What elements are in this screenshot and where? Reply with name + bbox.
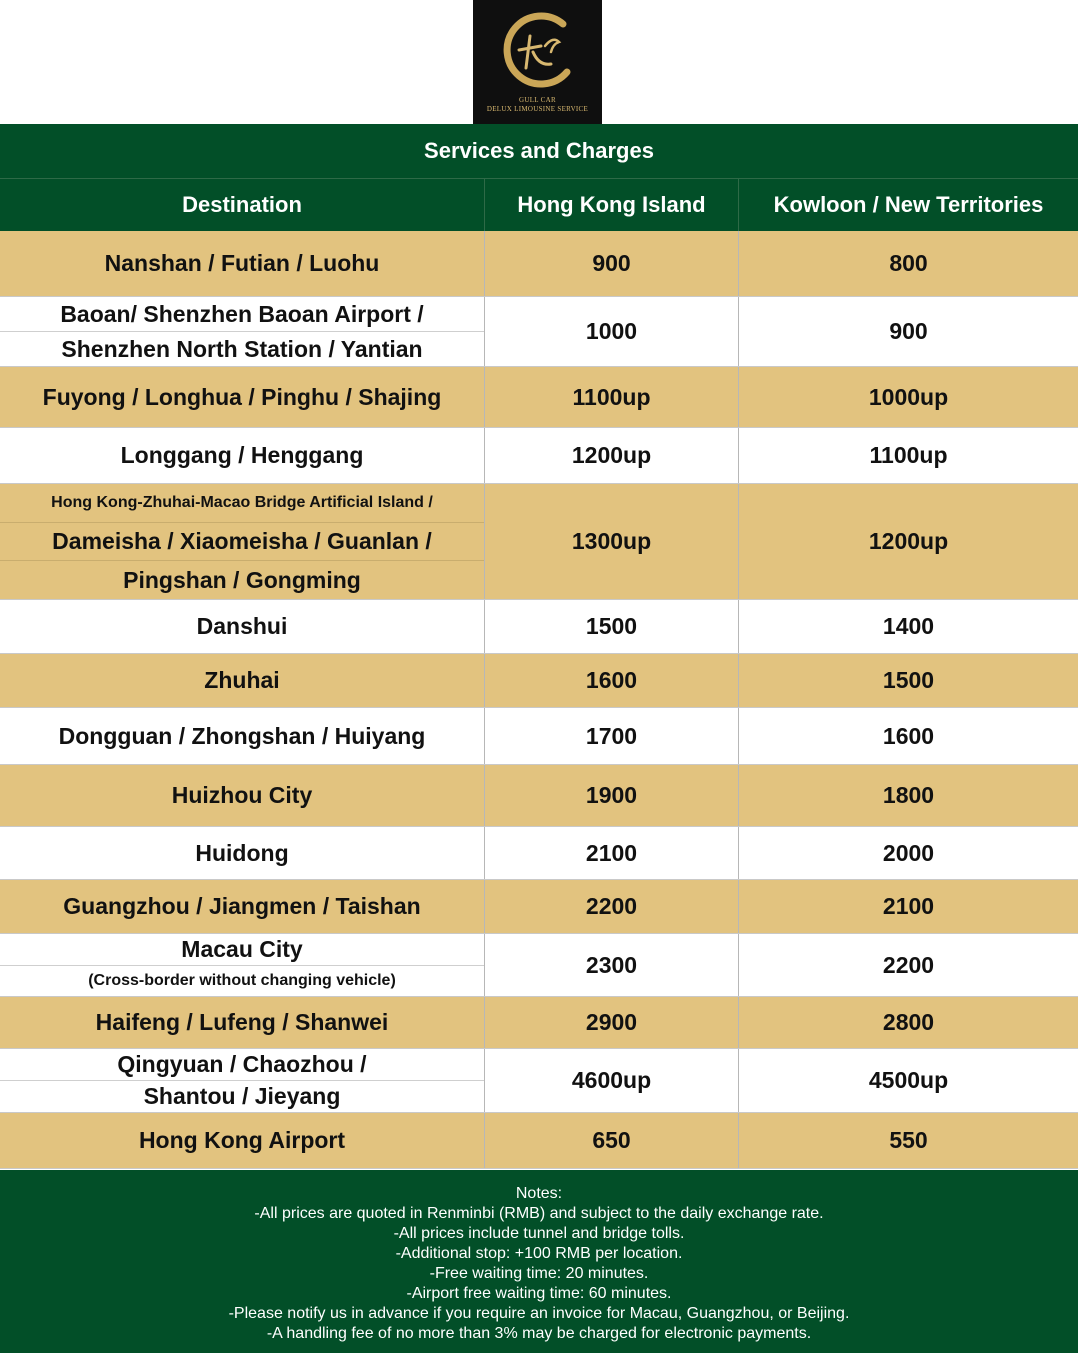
note-line: -Airport free waiting time: 60 minutes.: [406, 1285, 672, 1302]
destination-text: Hong Kong Airport: [138, 1127, 346, 1153]
price-kowloon-new-territories: 550: [738, 1113, 1078, 1168]
destination-cell: [0, 654, 484, 707]
table-row: [0, 484, 1078, 600]
price-hong-kong-island: 1700: [484, 708, 738, 764]
table-row: [0, 997, 1078, 1049]
destination-cell: [0, 367, 484, 427]
price-hong-kong-island: 1500: [484, 600, 738, 653]
price-kowloon-new-territories: 2000: [738, 827, 1078, 879]
table-row: [0, 1113, 1078, 1169]
logo-emblem-icon: [493, 6, 583, 96]
destination-text: Macau City: [181, 935, 303, 962]
price-hong-kong-island: 1200up: [484, 428, 738, 483]
destination-cell: [0, 934, 484, 996]
table-row: [0, 827, 1078, 880]
note-line: -Additional stop: +100 RMB per location.: [395, 1245, 683, 1262]
destination-cell: [0, 1113, 484, 1168]
price-hong-kong-island: 4600up: [484, 1049, 738, 1112]
destination-text: Shenzhen North Station / Yantian: [0, 331, 484, 366]
destination-text: Dameisha / Xiaomeisha / Guanlan /: [0, 522, 484, 561]
price-hong-kong-island: 1900: [484, 765, 738, 826]
price-hong-kong-island: 1000: [484, 297, 738, 366]
notes-heading: Notes:: [515, 1185, 563, 1202]
table-row: [0, 231, 1078, 297]
note-line: -Free waiting time: 20 minutes.: [429, 1265, 649, 1282]
destination-text: Zhuhai: [204, 667, 280, 693]
destination-cell: [0, 708, 484, 764]
price-kowloon-new-territories: 1000up: [738, 367, 1078, 427]
destination-cell: [0, 484, 484, 599]
header-area: [0, 0, 1078, 124]
destination-cell: [0, 880, 484, 933]
destination-text: Longgang / Henggang: [120, 442, 364, 468]
table-row: [0, 880, 1078, 934]
price-hong-kong-island: 1100up: [484, 367, 738, 427]
price-kowloon-new-territories: 900: [738, 297, 1078, 366]
destination-cell: [0, 428, 484, 483]
destination-text: Danshui: [196, 613, 288, 639]
price-kowloon-new-territories: 2100: [738, 880, 1078, 933]
price-hong-kong-island: 650: [484, 1113, 738, 1168]
company-logo: [473, 0, 602, 124]
destination-text: Haifeng / Lufeng / Shanwei: [95, 1009, 389, 1035]
table-row: [0, 654, 1078, 708]
destination-cell: [0, 600, 484, 653]
price-kowloon-new-territories: 1500: [738, 654, 1078, 707]
price-hong-kong-island: 2300: [484, 934, 738, 996]
price-kowloon-new-territories: 1600: [738, 708, 1078, 764]
table-title: Services and Charges: [0, 124, 1078, 178]
table-row: [0, 428, 1078, 484]
column-header-hong-kong-island: Hong Kong Island: [484, 179, 738, 231]
notes-panel: [0, 1170, 1078, 1353]
destination-text: Huidong: [195, 839, 289, 866]
table-row: [0, 297, 1078, 367]
price-kowloon-new-territories: 2200: [738, 934, 1078, 996]
column-header-kowloon-new-territories: Kowloon / New Territories: [738, 179, 1078, 231]
note-line: -Please notify us in advance if you require an invoice for Macau, Guangzhou, or Beijing.: [228, 1305, 850, 1322]
price-hong-kong-island: 2200: [484, 880, 738, 933]
price-hong-kong-island: 1300up: [484, 484, 738, 599]
price-hong-kong-island: 1600: [484, 654, 738, 707]
price-hong-kong-island: 2900: [484, 997, 738, 1048]
destination-text: Guangzhou / Jiangmen / Taishan: [63, 893, 421, 919]
destination-cell: [0, 297, 484, 366]
price-kowloon-new-territories: 4500up: [738, 1049, 1078, 1112]
destination-text: Fuyong / Longhua / Pinghu / Shajing: [42, 383, 442, 410]
note-line: -A handling fee of no more than 3% may be charged for electronic payments.: [266, 1325, 812, 1342]
price-table: [0, 231, 1078, 1169]
price-hong-kong-island: 900: [484, 231, 738, 296]
table-row: [0, 367, 1078, 428]
table-row: [0, 600, 1078, 654]
destination-cell: [0, 997, 484, 1048]
destination-text: Baoan/ Shenzhen Baoan Airport /: [60, 300, 424, 327]
price-hong-kong-island: 2100: [484, 827, 738, 879]
table-row: [0, 765, 1078, 827]
note-line: -All prices are quoted in Renminbi (RMB) and subject to the daily exchange rate.: [254, 1205, 824, 1222]
destination-text: Qingyuan / Chaozhou /: [117, 1051, 367, 1077]
column-headers: [0, 178, 1078, 231]
logo-brand-text: GULL CAR DELUX LIMOUSINE SERVICE: [486, 96, 589, 113]
price-kowloon-new-territories: 800: [738, 231, 1078, 296]
price-kowloon-new-territories: 1400: [738, 600, 1078, 653]
table-row: [0, 708, 1078, 765]
destination-cell: [0, 1049, 484, 1112]
destination-text: Pingshan / Gongming: [0, 560, 484, 599]
destination-cell: [0, 765, 484, 826]
destination-text: Shantou / Jieyang: [0, 1080, 484, 1112]
price-kowloon-new-territories: 2800: [738, 997, 1078, 1048]
destination-text: Dongguan / Zhongshan / Huiyang: [58, 722, 426, 749]
destination-text: Huizhou City: [171, 782, 313, 808]
price-kowloon-new-territories: 1200up: [738, 484, 1078, 599]
table-row: [0, 934, 1078, 997]
note-line: -All prices include tunnel and bridge tolls.: [393, 1225, 685, 1242]
destination-text: Nanshan / Futian / Luohu: [104, 250, 380, 276]
table-row: [0, 1049, 1078, 1113]
destination-text: Hong Kong-Zhuhai-Macao Bridge Artificial Island /: [51, 493, 433, 511]
destination-cell: [0, 827, 484, 879]
price-kowloon-new-territories: 1800: [738, 765, 1078, 826]
destination-text: (Cross-border without changing vehicle): [0, 965, 484, 997]
price-kowloon-new-territories: 1100up: [738, 428, 1078, 483]
destination-cell: [0, 231, 484, 296]
column-header-destination: Destination: [182, 192, 302, 217]
